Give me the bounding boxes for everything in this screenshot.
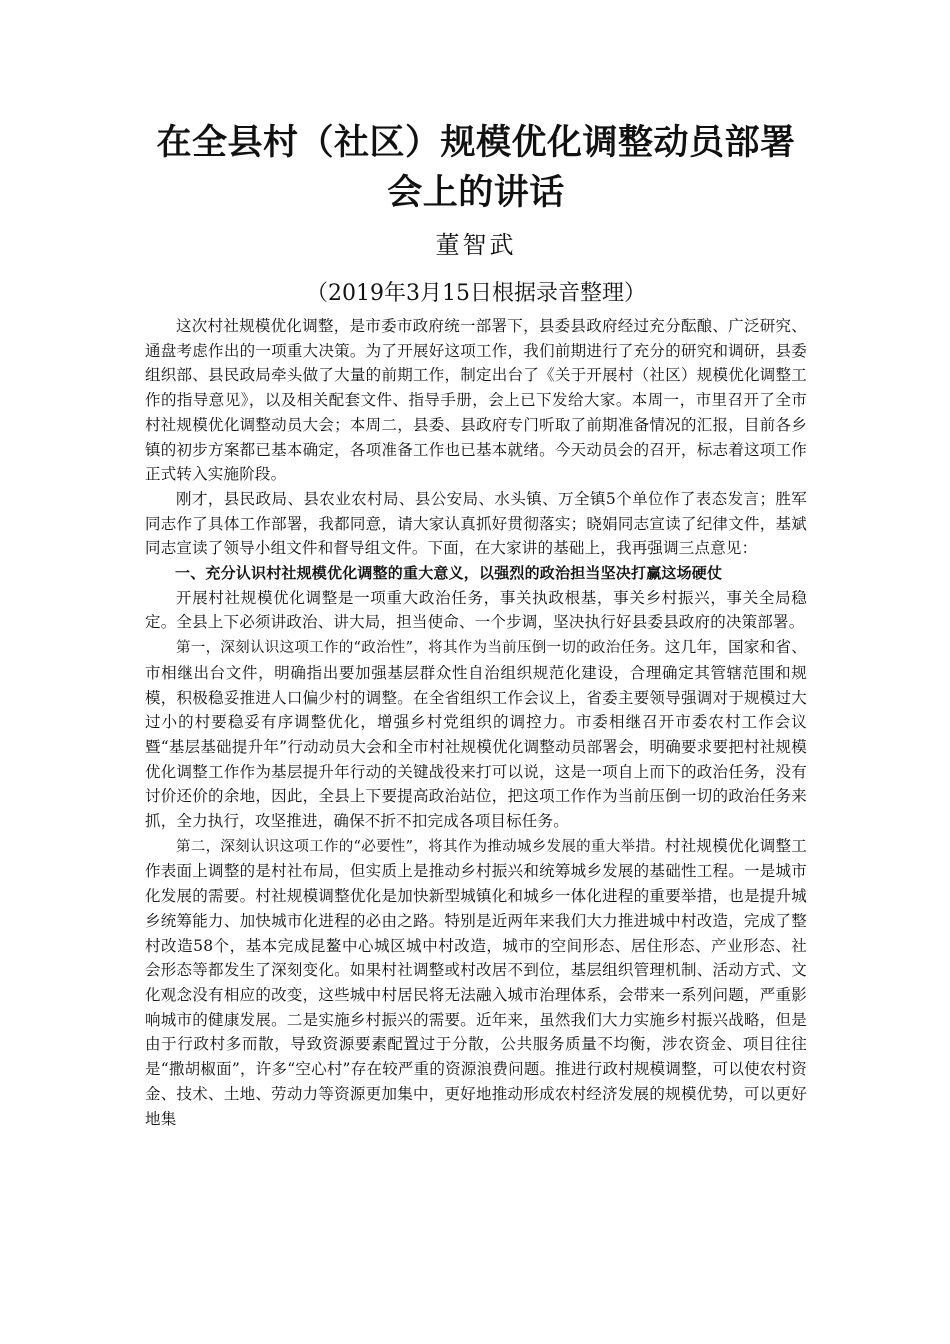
- document-page: [145, 118, 807, 1131]
- speech-date: （2019年3月15日根据录音整理）: [306, 281, 646, 306]
- point-lead: 第一，深刻认识这项工作的“政治性”，将其作为当前压倒一切的政治任务。: [176, 640, 665, 657]
- title-line-1: 在全县村（社区）规模优化调整动员部署: [156, 123, 796, 163]
- author-name: 董智武: [435, 231, 517, 259]
- paragraph: [145, 635, 807, 834]
- title-line-2: 会上的讲话: [387, 173, 565, 213]
- section-heading: 一、充分认识村社规模优化调整的重大意义，以强烈的政治担当坚决打赢这场硬仗: [175, 564, 723, 583]
- paragraph: 刚才，县民政局、县农业农村局、县公安局、水头镇、万全镇5个单位作了表态发言；胜军同志作了具体工作部署，我都同意，请大家认真抓好贯彻落实；晓娟同志宣读了纪律文件，基斌同志宣读了领导小组文件和督导组文件。下面，在大家讲的基础上，我再强调三点意见：: [145, 489, 807, 558]
- document-title: [145, 118, 807, 218]
- paragraph: [145, 834, 807, 1131]
- document-body: [145, 314, 807, 1131]
- point-text: 这几年，国家和省、市相继出台文件，明确指出要加强基层群众性自治组织规范化建设，合理确定其管辖范围和规模，积极稳妥推进人口偏少村的调整。在全省组织工作会议上，省委主要领导强调对于规模过大过小的村要稳妥有序调整优化，增强乡村党组织的调控力。市委相继召开市委农村工作会议暨“基层基础提升年”行动动员大会和全市村社规模优化调整动员部署会，明确要求要把村社规模优化调整工作作为基层提升年行动的关键战役来打可以说，这是一项自上而下的政治任务，没有讨价还价的余地，因此，全县上下要提高政治站位，把这项工作作为当前压倒一切的政治任务来抓，全力执行，攻坚推进，确保不折不扣完成各项目标任务。: [145, 638, 807, 831]
- paragraph: 这次村社规模优化调整，是市委市政府统一部署下，县委县政府经过充分酝酿、广泛研究、通盘考虑作出的一项重大决策。为了开展好这项工作，我们前期进行了充分的研究和调研，县委组织部、县民政局牵头做了大量的前期工作，制定出台了《关于开展村（社区）规模优化调整工作的指导意见》，以及相关配套文件、指导手册，会上已下发给大家。本周一，市里召开了全市村社规模优化调整动员大会；本周二，县委、县政府专门听取了前期准备情况的汇报，目前各乡镇的初步方案都已基本确定，各项准备工作也已基本就绪。今天动员会的召开，标志着这项工作正式转入实施阶段。: [145, 317, 807, 484]
- paragraph: 开展村社规模优化调整是一项重大政治任务，事关执政根基，事关乡村振兴，事关全局稳定。全县上下必须讲政治、讲大局，担当使命、一个步调，坚决执行好县委县政府的决策部署。: [145, 588, 807, 632]
- point-lead: 第二，深刻认识这项工作的“必要性”，将其作为推动城乡发展的重大举措。: [176, 838, 665, 855]
- point-text: 村社规模优化调整工作表面上调整的是村社布局，但实质上是推动乡村振兴和统筹城乡发展的基础性工程。一是城市化发展的需要。村社规模调整优化是加快新型城镇化和城乡一体化进程的重要举措，也是提升城乡统筹能力、加快城市化进程的必由之路。特别是近两年来我们大力推进城中村改造，完成了整村改造58个，基本完成昆鳌中心城区城中村改造，城市的空间形态、居住形态、产业形态、社会形态等都发生了深刻变化。如果村社调整或村改居不到位，基层组织管理机制、活动方式、文化观念没有相应的改变，这些城中村居民将无法融入城市治理体系，会带来一系列问题，严重影响城市的健康发展。二是实施乡村振兴的需要。近年来，虽然我们大力实施乡村振兴战略，但是由于行政村多而散，导致资源要素配置过于分散，公共服务质量不均衡，涉农资金、项目往往是“撒胡椒面”，许多“空心村”存在较严重的资源浪费问题。推进行政村规模调整，可以使农村资金、技术、土地、劳动力等资源更加集中，更好地推动形成农村经济发展的规模优势，可以更好地集: [145, 836, 807, 1128]
